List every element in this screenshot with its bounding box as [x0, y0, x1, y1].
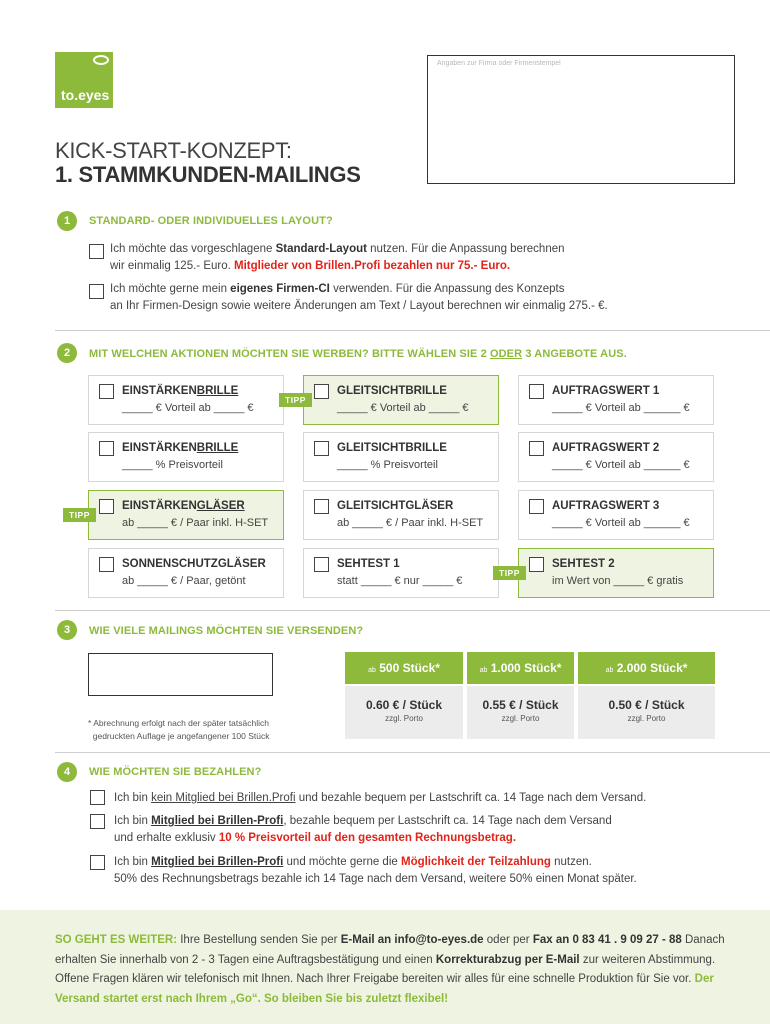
offer-detail: _____ € Vorteil ab _____ € — [337, 402, 469, 414]
offer-card-single-vision-lenses[interactable] — [88, 490, 284, 540]
offer-card-eye-test-2[interactable] — [518, 548, 714, 598]
offer-card-order-value-1[interactable] — [518, 375, 714, 425]
offer-title: GLEITSICHTBRILLE — [337, 442, 447, 454]
billing-footnote: * Abrechnung erfolgt nach der später tatsächlich gedruckten Auflage je angefangener 100 Stück — [88, 718, 270, 741]
non-member-option: Ich bin kein Mitglied bei Brillen.Profi und bezahle bequem per Lastschrift ca. 14 Tage nach dem Versand. — [114, 792, 647, 804]
company-stamp-hint: Angaben zur Firma oder Firmenstempel — [437, 60, 561, 67]
offer-detail: _____ € Vorteil ab ______ € — [552, 459, 690, 471]
installment-checkbox[interactable] — [90, 855, 105, 870]
price-tier-value: 0.60 € / Stück zzgl. Porto — [345, 686, 463, 739]
speech-bubble-icon — [93, 55, 109, 65]
section3-title: WIE VIELE MAILINGS MÖCHTEN SIE VERSENDEN? — [89, 625, 364, 637]
price-tier-header: ab 2.000 Stück* — [578, 652, 715, 684]
offer-checkbox[interactable] — [314, 557, 329, 572]
non-member-checkbox[interactable] — [90, 790, 105, 805]
offer-detail: statt _____ € nur _____ € — [337, 575, 463, 587]
page-title-line2: 1. STAMMKUNDEN-MAILINGS — [55, 162, 361, 187]
offer-checkbox[interactable] — [529, 557, 544, 572]
offer-title: EINSTÄRKENGLÄSER — [122, 500, 245, 512]
offer-checkbox[interactable] — [314, 384, 329, 399]
tipp-badge: TIPP — [63, 508, 96, 522]
company-stamp-field[interactable] — [427, 55, 735, 184]
offer-checkbox[interactable] — [529, 384, 544, 399]
installment-option: Ich bin Mitglied bei Brillen-Profi und möchte gerne die Möglichkeit der Teilzahlung nutzen. 50% des Rechnungsbetrags bezahle ich 14 Tage nach dem Versand, weitere 50% einen Monat später. — [114, 856, 637, 885]
section2-title: MIT WELCHEN AKTIONEN MÖCHTEN SIE WERBEN? BITTE WÄHLEN SIE 2 ODER 3 ANGEBOTE AUS. — [89, 348, 627, 360]
offer-title: AUFTRAGSWERT 3 — [552, 500, 660, 512]
step-number-2: 2 — [57, 343, 77, 363]
offer-checkbox[interactable] — [314, 441, 329, 456]
offer-detail: _____ € Vorteil ab ______ € — [552, 402, 690, 414]
tipp-badge: TIPP — [279, 393, 312, 407]
offer-title: AUFTRAGSWERT 2 — [552, 442, 660, 454]
offer-detail: _____ % Preisvorteil — [122, 459, 223, 471]
offer-checkbox[interactable] — [99, 499, 114, 514]
offer-detail: ab _____ € / Paar inkl. H-SET — [122, 517, 269, 529]
offer-card-single-vision-glasses-value[interactable] — [88, 375, 284, 425]
offer-card-order-value-2[interactable] — [518, 432, 714, 482]
custom-ci-option: Ich möchte gerne mein eigenes Firmen-CI verwenden. Für die Anpassung des Konzepts an Ihr Firmen-Design sowie weitere Änderungen am Text / Layout berechnen wir einmalig 275.- €. — [110, 283, 608, 312]
price-tier-header: ab 1.000 Stück* — [467, 652, 574, 684]
offer-checkbox[interactable] — [99, 384, 114, 399]
offer-detail: _____ % Preisvorteil — [337, 459, 438, 471]
offer-card-progressive-lenses[interactable] — [303, 490, 499, 540]
offer-checkbox[interactable] — [314, 499, 329, 514]
divider — [55, 610, 770, 611]
offer-detail: im Wert von _____ € gratis — [552, 575, 684, 587]
price-tier-value: 0.50 € / Stück zzgl. Porto — [578, 686, 715, 739]
offer-checkbox[interactable] — [529, 499, 544, 514]
page-title-line1: KICK-START-KONZEPT: — [55, 138, 292, 163]
offer-card-progressive-glasses-value[interactable] — [303, 375, 499, 425]
member-checkbox[interactable] — [90, 814, 105, 829]
to-eyes-logo — [55, 52, 113, 108]
offer-title: SEHTEST 1 — [337, 558, 400, 570]
offer-title: EINSTÄRKENBRILLE — [122, 385, 239, 397]
offer-card-order-value-3[interactable] — [518, 490, 714, 540]
section1-title: STANDARD- ODER INDIVIDUELLES LAYOUT? — [89, 215, 333, 227]
offer-card-single-vision-glasses-percent[interactable] — [88, 432, 284, 482]
step-number-1: 1 — [57, 211, 77, 231]
member-option: Ich bin Mitglied bei Brillen-Profi, bezahle bequem per Lastschrift ca. 14 Tage nach dem Versand und erhalte exklusiv 10 % Preisvorteil auf den gesamten Rechnungsbetrag. — [114, 815, 612, 844]
offer-card-eye-test-1[interactable] — [303, 548, 499, 598]
price-tier-value: 0.55 € / Stück zzgl. Porto — [467, 686, 574, 739]
offer-checkbox[interactable] — [529, 441, 544, 456]
offer-checkbox[interactable] — [99, 441, 114, 456]
offer-card-sun-lenses[interactable] — [88, 548, 284, 598]
step-number-3: 3 — [57, 620, 77, 640]
offer-title: SONNENSCHUTZGLÄSER — [122, 558, 266, 570]
logo-text: to.eyes — [61, 87, 110, 103]
offer-title: EINSTÄRKENBRILLE — [122, 442, 239, 454]
quantity-input[interactable] — [88, 653, 273, 696]
section4-title: WIE MÖCHTEN SIE BEZAHLEN? — [89, 766, 262, 778]
offer-title: GLEITSICHTGLÄSER — [337, 500, 454, 512]
offer-detail: ab _____ € / Paar, getönt — [122, 575, 246, 587]
next-steps-text: SO GEHT ES WEITER: Ihre Bestellung senden Sie per E-Mail an info@to-eyes.de oder per Fax an 0 83 41 . 9 09 27 - 88 Danach erhalten Sie innerhalb von 2 - 3 Tagen eine Auftragsbestätigung und einen Korrekturabzug per E-Mail zur weiteren Abstimmung. Offene Fragen klären wir telefonisch mit Ihnen. Nach Ihrer Freigabe bereiten wir alles für eine schnelle Produktion für Sie vor. Der Versand startet erst nach Ihrem „Go“. So bleiben Sie bis zuletzt flexibel! — [55, 934, 725, 1005]
step-number-4: 4 — [57, 762, 77, 782]
custom-ci-checkbox[interactable] — [89, 284, 104, 299]
price-tier-header: ab 500 Stück* — [345, 652, 463, 684]
offer-title: AUFTRAGSWERT 1 — [552, 385, 660, 397]
standard-layout-checkbox[interactable] — [89, 244, 104, 259]
offer-detail: ab _____ € / Paar inkl. H-SET — [337, 517, 484, 529]
standard-layout-option: Ich möchte das vorgeschlagene Standard-Layout nutzen. Für die Anpassung berechnen wir einmalig 125.- Euro. Mitglieder von Brillen.Profi bezahlen nur 75.- Euro. — [110, 243, 565, 272]
divider — [55, 752, 770, 753]
offer-title: GLEITSICHTBRILLE — [337, 385, 447, 397]
offer-detail: _____ € Vorteil ab ______ € — [552, 517, 690, 529]
offer-detail: _____ € Vorteil ab _____ € — [122, 402, 254, 414]
offer-card-progressive-glasses-percent[interactable] — [303, 432, 499, 482]
next-steps-footer — [0, 910, 770, 1024]
offer-title: SEHTEST 2 — [552, 558, 615, 570]
tipp-badge: TIPP — [493, 566, 526, 580]
divider — [55, 330, 770, 331]
offer-checkbox[interactable] — [99, 557, 114, 572]
